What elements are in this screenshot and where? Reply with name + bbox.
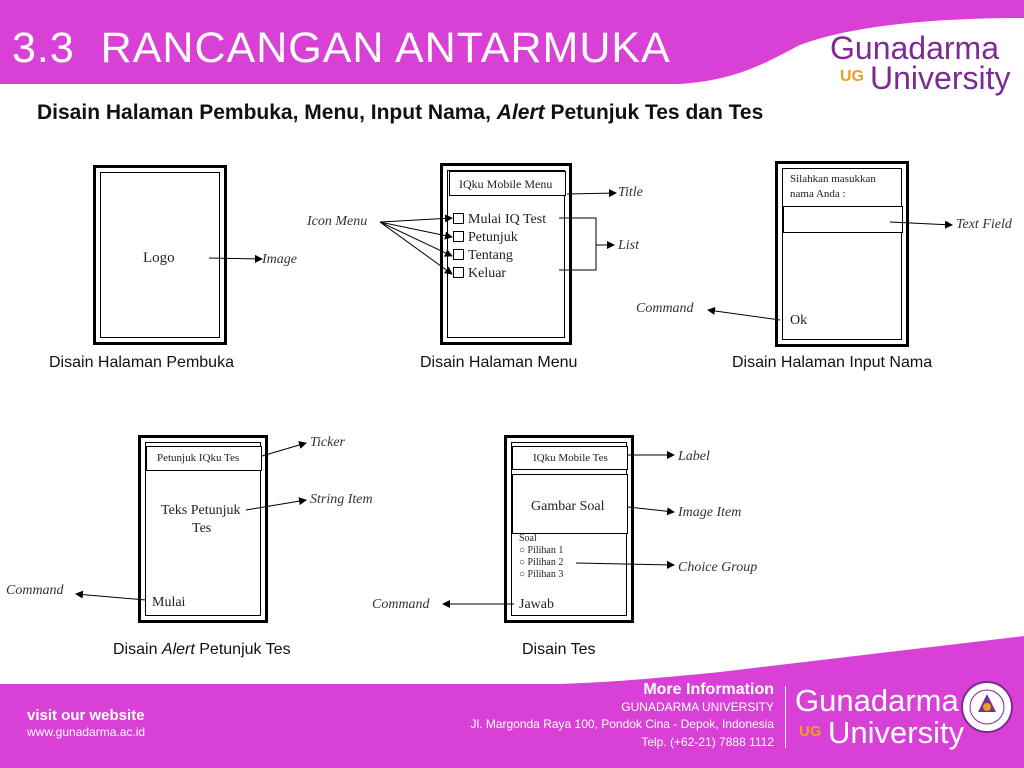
website-url[interactable]: www.gunadarma.ac.id [27,725,146,739]
tes-choice-2: ○ Pilihan 2 [519,557,564,568]
input-prompt-line2: nama Anda : [790,188,846,200]
tes-command-annotation: Command [372,597,430,612]
menu-title-box: IQku Mobile Menu [449,171,566,196]
tes-caption: Disain Tes [522,641,596,658]
tes-choice-1: ○ Pilihan 1 [519,545,564,556]
menu-item-keluar: Keluar [453,265,546,283]
input-nama-caption: Disain Halaman Input Nama [732,354,933,371]
pembuka-logo-label: Logo [143,250,175,266]
tes-soal-label: Soal [519,533,537,544]
menu-title-annotation: Title [618,185,643,200]
slide-subtitle: Disain Halaman Pembuka, Menu, Input Nama, Alert Petunjuk Tes dan Tes [37,101,764,124]
tes-image-box: Gambar Soal [512,474,628,534]
pembuka-image-annotation: Image [262,252,297,267]
menu-item-mulai: Mulai IQ Test [453,211,546,229]
tes-choice-annotation: Choice Group [678,560,758,575]
menu-item-tentang: Tentang [453,247,546,265]
brand-logo-bottom: Gunadarma UG University [795,683,965,750]
input-ok-command: Ok [790,313,808,328]
alert-ticker-box: Petunjuk IQku Tes [146,446,262,471]
menu-item-petunjuk: Petunjuk [453,229,546,247]
alert-text-line1: Teks Petunjuk [161,503,241,518]
menu-caption: Disain Halaman Menu [420,354,578,371]
tes-label-box: IQku Mobile Tes [512,446,628,470]
alert-mulai-command: Mulai [152,595,186,610]
tes-label-annotation: Label [678,449,710,464]
page-title: 3.3 RANCANGAN ANTARMUKA [12,24,671,72]
visit-website-label: visit our website [27,707,145,724]
menu-icon-annotation: Icon Menu [307,214,368,229]
input-prompt-line1: Silahkan masukkan [790,173,876,185]
input-textfield-annotation: Text Field [956,217,1012,232]
input-command-annotation: Command [636,301,694,316]
footer-university-name: GUNADARMA UNIVERSITY [621,700,774,714]
footer-phone: Telp. (+62-21) 7888 1112 [641,735,774,749]
alert-caption: Disain Alert Petunjuk Tes [113,641,291,658]
footer-address: Jl. Margonda Raya 100, Pondok Cina - Depok, Indonesia [470,717,774,731]
menu-list-annotation: List [618,238,640,253]
brand-logo-top: Gunadarma UG University [830,30,1011,96]
tes-image-annotation: Image Item [678,505,742,520]
footer-divider [785,686,786,748]
university-seal-icon [960,680,1014,734]
tes-jawab-command: Jawab [519,597,554,612]
alert-text-line2: Tes [192,521,212,536]
alert-command-annotation: Command [6,583,64,598]
more-information-title: More Information [643,681,774,698]
tes-choice-3: ○ Pilihan 3 [519,569,564,580]
alert-string-annotation: String Item [310,492,373,507]
pembuka-caption: Disain Halaman Pembuka [49,354,234,371]
alert-ticker-annotation: Ticker [310,435,345,450]
